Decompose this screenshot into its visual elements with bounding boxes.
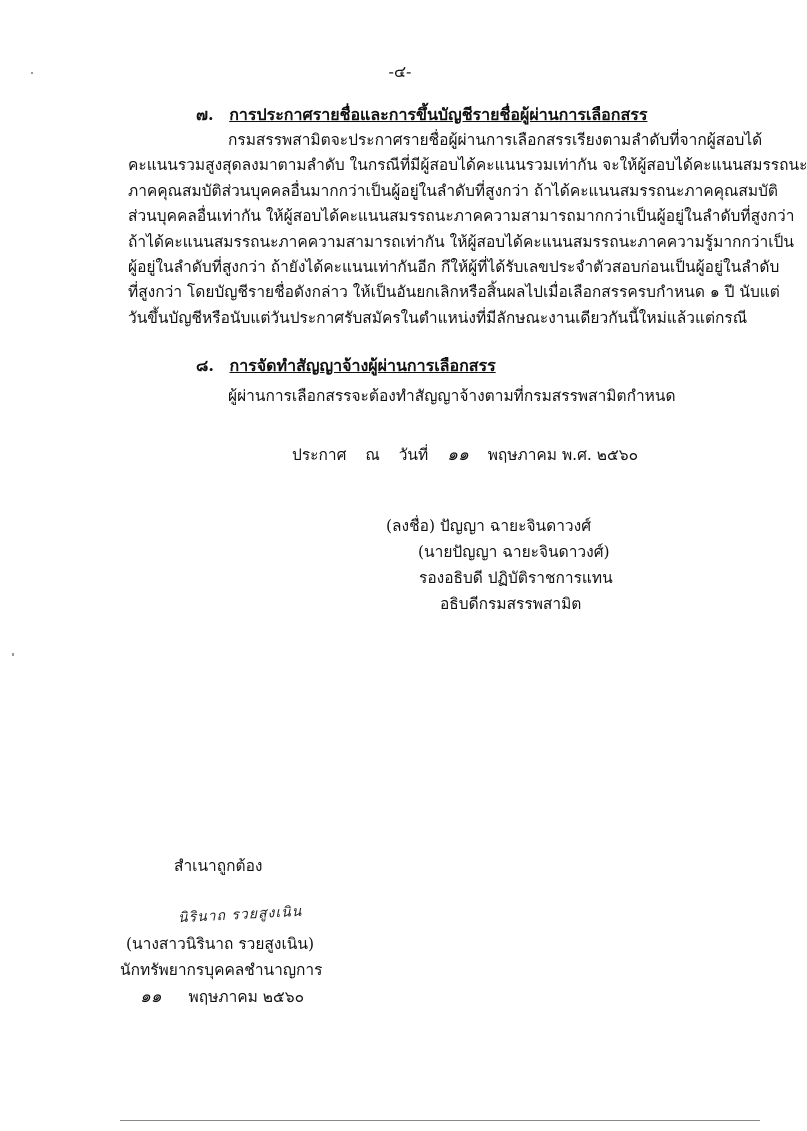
section-8-number: ๘. bbox=[196, 356, 214, 375]
certified-label: สำเนาถูกต้อง bbox=[174, 857, 263, 875]
signature-position-2: อธิบดีกรมสรรพสามิต bbox=[440, 595, 582, 613]
certified-date-rest: พฤษภาคม ๒๕๖๐ bbox=[188, 988, 305, 1006]
certified-name: (นางสาวนิรินาถ รวยสูงเนิน) bbox=[126, 935, 314, 953]
section-7-number: ๗. bbox=[196, 105, 214, 124]
announcement-month-year: พฤษภาคม พ.ศ. ๒๕๖๐ bbox=[487, 446, 639, 464]
paragraph-line: กรมสรรพสามิตจะประกาศรายชื่อผู้ผ่านการเลือกสรรเรียงตามลำดับที่จากผู้สอบได้ bbox=[228, 131, 763, 149]
announcement-day-label: วันที่ bbox=[398, 446, 429, 464]
paragraph-line: ที่สูงกว่า โดยบัญชีรายชื่อดังกล่าว ให้เป็นอันยกเลิกหรือสิ้นผลไปเมื่อเลือกสรรครบกำหนด ๑ ปี นับแต่ bbox=[128, 283, 780, 302]
certified-date-day: ๑๑ bbox=[140, 987, 162, 1007]
scan-speck bbox=[12, 653, 14, 656]
signature-name: (นายปัญญา ฉายะจินดาวงศ์) bbox=[418, 543, 610, 561]
signature-position-1: รองอธิบดี ปฏิบัติราชการแทน bbox=[419, 569, 613, 587]
section-7-heading bbox=[196, 103, 647, 128]
announcement-day: ๑๑ bbox=[447, 445, 469, 465]
section-8-heading bbox=[196, 354, 496, 379]
signature-signed: (ลงชื่อ) ปัญญา ฉายะจินดาวงศ์ bbox=[386, 517, 592, 535]
certified-title: นักทรัพยากรบุคคลชำนาญการ bbox=[120, 961, 323, 979]
handwritten-signature: นิรินาถ รวยสูงเนิน bbox=[177, 903, 303, 927]
scan-speck bbox=[31, 72, 33, 74]
announcement-prefix: ประกาศ bbox=[292, 446, 347, 464]
certified-date bbox=[140, 983, 304, 1010]
page-number: -๔- bbox=[388, 62, 412, 81]
announcement-at: ณ bbox=[365, 446, 380, 464]
section-7-paragraph bbox=[128, 128, 807, 331]
scan-edge-line bbox=[120, 1120, 760, 1121]
paragraph-line: ภาคคุณสมบัติส่วนบุคคลอื่นมากกว่าเป็นผู้อยู่ในลำดับที่สูงกว่า ถ้าได้คะแนนสมรรถนะภาคคุณสมบัติ bbox=[128, 181, 778, 200]
section-7-title: การประกาศรายชื่อและการขึ้นบัญชีรายชื่อผู้ผ่านการเลือกสรร bbox=[229, 105, 648, 124]
paragraph-line: วันขึ้นบัญชีหรือนับแต่วันประกาศรับสมัครในตำแหน่งที่มีลักษณะงานเดียวกันนี้ใหม่แล้วแต่กรณี bbox=[128, 308, 748, 327]
paragraph-line: ผู้อยู่ในลำดับที่สูงกว่า ถ้ายังได้คะแนนเท่ากันอีก กึให้ผู้ที่ได้รับเลขประจำตัวสอบก่อนเป็นผู้อยู่ในลำดับ bbox=[128, 258, 780, 277]
section-8-title: การจัดทำสัญญาจ้างผู้ผ่านการเลือกสรร bbox=[229, 356, 496, 375]
paragraph-line: ส่วนบุคคลอื่นเท่ากัน ให้ผู้สอบได้คะแนนสมรรถนะภาคความสามารถมากกว่าเป็นผู้อยู่ในลำดับที่สูงกว่า bbox=[128, 207, 795, 226]
announcement-line bbox=[292, 441, 652, 468]
paragraph-line: ถ้าได้คะแนนสมรรถนะภาคความสามารถเท่ากัน ให้ผู้สอบได้คะแนนสมรรถนะภาคความรู้มากกว่าเป็น bbox=[128, 232, 794, 251]
section-8-body: ผู้ผ่านการเลือกสรรจะต้องทำสัญญาจ้างตามที่กรมสรรพสามิตกำหนด bbox=[228, 387, 676, 405]
paragraph-line: คะแนนรวมสูงสุดลงมาตามลำดับ ในกรณีที่มีผู้สอบได้คะแนนรวมเท่ากัน จะให้ผู้สอบได้คะแนนสมรรถนะ bbox=[128, 156, 807, 175]
